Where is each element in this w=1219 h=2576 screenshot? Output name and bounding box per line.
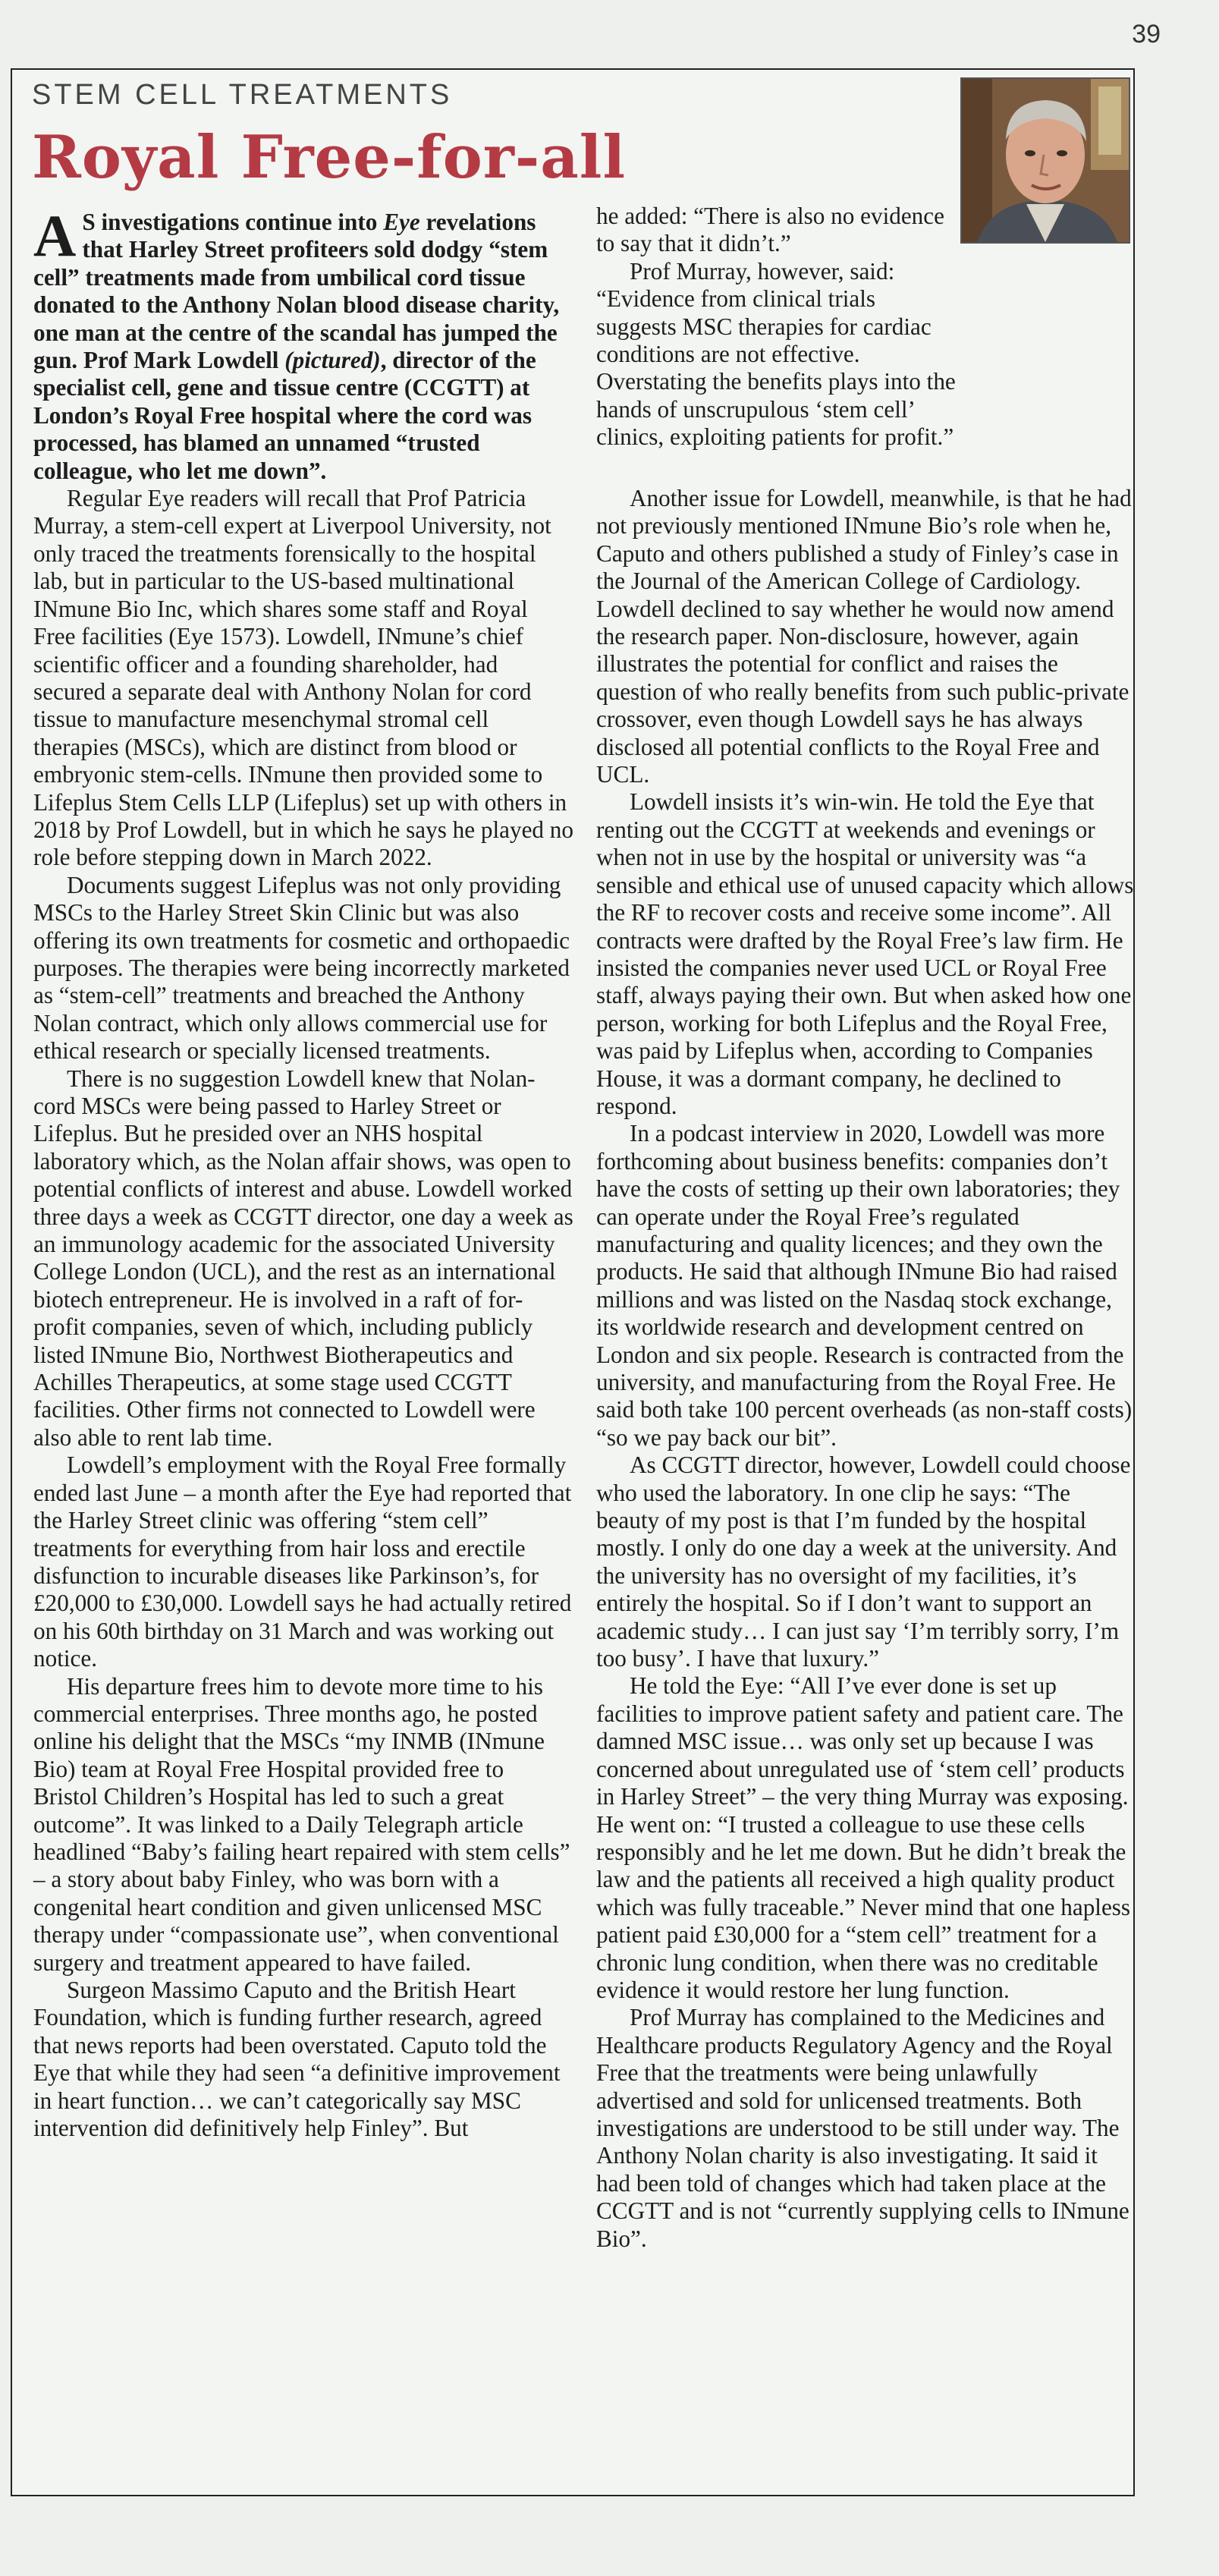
body-paragraph: He told the Eye: “All I’ve ever done is set up facilities to improve patient safety and patient care. The damned MSC issue… was only set up because I was concerned about unregulated use of ‘stem cell’ products in Harley Street” – the very thing Murray was exposing. He went on: “I trusted a colleague to use these cells responsibly and he let me down. But he didn’t break the law and the patients all received a high quality product which was fully traceable.” Never mind that one hapless patient paid £30,000 for a “stem cell” treatment for a chronic lung condition, when there was no creditable evidence it would restore her lung function. [596,1672,1131,2003]
lead-italic-eye: Eye [383,209,420,235]
body-paragraph: Documents suggest Lifeplus was not only providing MSCs to the Harley Street Skin Clinic but was also offering its own treatments for cosmetic and orthopaedic purposes. The therapies were being incorrectly marketed as “stem-cell” treatments and breached the Anthony Nolan contract, which only allows commercial use for ethical research or specially licensed treatments. [33,871,570,1065]
body-paragraph: Lowdell’s employment with the Royal Free formally ended last June – a month after the Eye had reported that the Harley Street clinic was offering “stem cell” treatments for everything from hair loss and erectile disfunction to incurable diseases like Parkinson’s, for £20,000 to £30,000. Lowdell says he had actually retired on his 60th birthday on 31 March and was working out notice. [33,1452,572,1672]
right-column-top [596,203,960,451]
body-paragraph: Regular Eye readers will recall that Prof Patricia Murray, a stem-cell expert at Liverpool University, not only traced the treatments forensically to the hospital lab, but in particular to the US-based multinational INmune Bio Inc, which shares some staff and Royal Free facilities (Eye 1573). Lowdell, INmune’s chief scientific officer and a founding shareholder, had secured a separate deal with Anthony Nolan for cord tissue to manufacture mesenchymal stromal cell therapies (MSCs), which are distinct from blood or embryonic stem-cells. INmune then provided some to Lifeplus Stem Cells LLP (Lifeplus) set up with others in 2018 by Prof Lowdell, but in which he says he played no role before stepping down in March 2022. [33,485,573,871]
portrait-image [962,79,1129,242]
body-paragraph: Prof Murray has complained to the Medicines and Healthcare products Regulatory Agency and the Royal Free that the treatments were being unlawfully advertised and sold for unlicensed treatments. Both investigations are understood to be still under way. The Anthony Nolan charity is also investigating. It said it had been told of changes which had taken place at the CCGTT and is not “currently supplying cells to INmune Bio”. [596,2004,1129,2252]
lead-paragraph [33,203,573,485]
body-paragraph: As CCGTT director, however, Lowdell could choose who used the laboratory. In one clip he says: “The beauty of my post is that I’m funded by the hospital mostly. I only do one day a week at the university. And the university has no oversight of my facilities, it’s entirely the hospital. So if I don’t want to support an academic study… I can just say ‘I’m terribly sorry, I’m too busy’. I have that luxury.” [596,1452,1131,1672]
body-paragraph: His departure frees him to devote more time to his commercial enterprises. Three months ago, he posted online his delight that the MSCs “my INMB (INmune Bio) team at Royal Free Hospital provided free to Bristol Children’s Hospital has led to such a great outcome”. It was linked to a Daily Telegraph article headlined “Baby’s failing heart repaired with stem cells” – a story about baby Finley, who was born with a congenital heart condition and given unlicensed MSC therapy under “compassionate use”, when conventional surgery and treatment appeared to have failed. [33,1672,570,1976]
body-paragraph: Lowdell insists it’s win-win. He told the Eye that renting out the CCGTT at weekends and evenings or when not in use by the hospital or university was “a sensible and ethical use of unused capacity which allows the RF to recover costs and receive some income”. All contracts were drafted by the Royal Free’s law firm. He insisted the companies never used UCL or Royal Free staff, always paying their own. But when asked how one person, working for both Lifeplus and the Royal Free, was paid by Lifeplus when, according to Companies House, it was a dormant company, he declined to respond. [596,788,1134,1119]
portrait-photo [960,77,1130,244]
article-box [11,68,1135,2496]
page-number: 39 [1132,20,1161,49]
lead-italic-pictured: (pictured) [284,347,381,374]
body-paragraph: Prof Murray, however, said: “Evidence from clinical trials suggests MSC therapies for cardiac conditions are not effective. Overstating the benefits plays into the hands of unscrupulous ‘stem cell’ clinics, exploiting patients for profit.” [596,257,956,451]
section-label: STEM CELL TREATMENTS [32,79,453,111]
right-column [596,485,1135,2253]
lead-part2: revelations that Harley Street profiteers sold dodgy “stem cell” treatments made from umbilical cord tissue donated to the Anthony Nolan blood disease charity, one man at the centre of the scandal has jumped the gun. Prof Mark Lowdell [33,209,560,374]
lead-part3: , director of the specialist cell, gene and tissue centre (CCGTT) at London’s Royal Free hospital where the cord was processed, has blamed an unnamed “trusted colleague, who let me down”. [33,347,536,484]
body-paragraph: In a podcast interview in 2020, Lowdell was more forthcoming about business benefits: companies don’t have the costs of setting up their own laboratories; they can operate under the Royal Free’s regulated manufacturing and quality licences; and they own the products. He said that although INmune Bio had raised millions and was listed on the Nasdaq stock exchange, its worldwide research and development centred on London and six people. Research is contracted from the university, and manufacturing from the Royal Free. He said both take 100 percent overheads (as non-staff costs) “so we pay back our bit”. [596,1120,1133,1451]
body-paragraph: he added: “There is also no evidence to say that it didn’t.” [596,203,944,257]
body-paragraph: There is no suggestion Lowdell knew that Nolan-cord MSCs were being passed to Harley Street or Lifeplus. But he presided over an NHS hospital laboratory which, as the Nolan affair shows, was open to potential conflicts of interest and abuse. Lowdell worked three days a week as CCGTT director, one day a week as an immunology academic for the associated University College London (UCL), and the rest as an international biotech entrepreneur. He is involved in a raft of for-profit companies, seven of which, including publicly listed INmune Bio, Northwest Biotherapeutics and Achilles Therapeutics, at some stage used CCGTT facilities. Other firms not connected to Lowdell were also able to rent lab time. [33,1065,573,1451]
body-paragraph: Surgeon Massimo Caputo and the British Heart Foundation, which is funding further research, agreed that news reports had been overstated. Caputo told the Eye that while they had seen “a definitive improvement in heart function… we can’t categorically say MSC intervention did definitively help Finley”. But [33,1977,561,2142]
left-column [33,203,573,2142]
body-paragraph: Another issue for Lowdell, meanwhile, is that he had not previously mentioned INmune Bio’s role when he, Caputo and others published a study of Finley’s case in the Journal of the American College of Cardiology. Lowdell declined to say whether he would now amend the research paper. Non-disclosure, however, again illustrates the potential for conflict and raises the question of who really benefits from such public-private crossover, even though Lowdell says he has always disclosed all potential conflicts to the Royal Free and UCL. [596,485,1132,788]
headline: Royal Free-for-all [32,123,627,192]
drop-cap: A [33,203,77,269]
lead-part1: S investigations continue into [82,209,384,235]
